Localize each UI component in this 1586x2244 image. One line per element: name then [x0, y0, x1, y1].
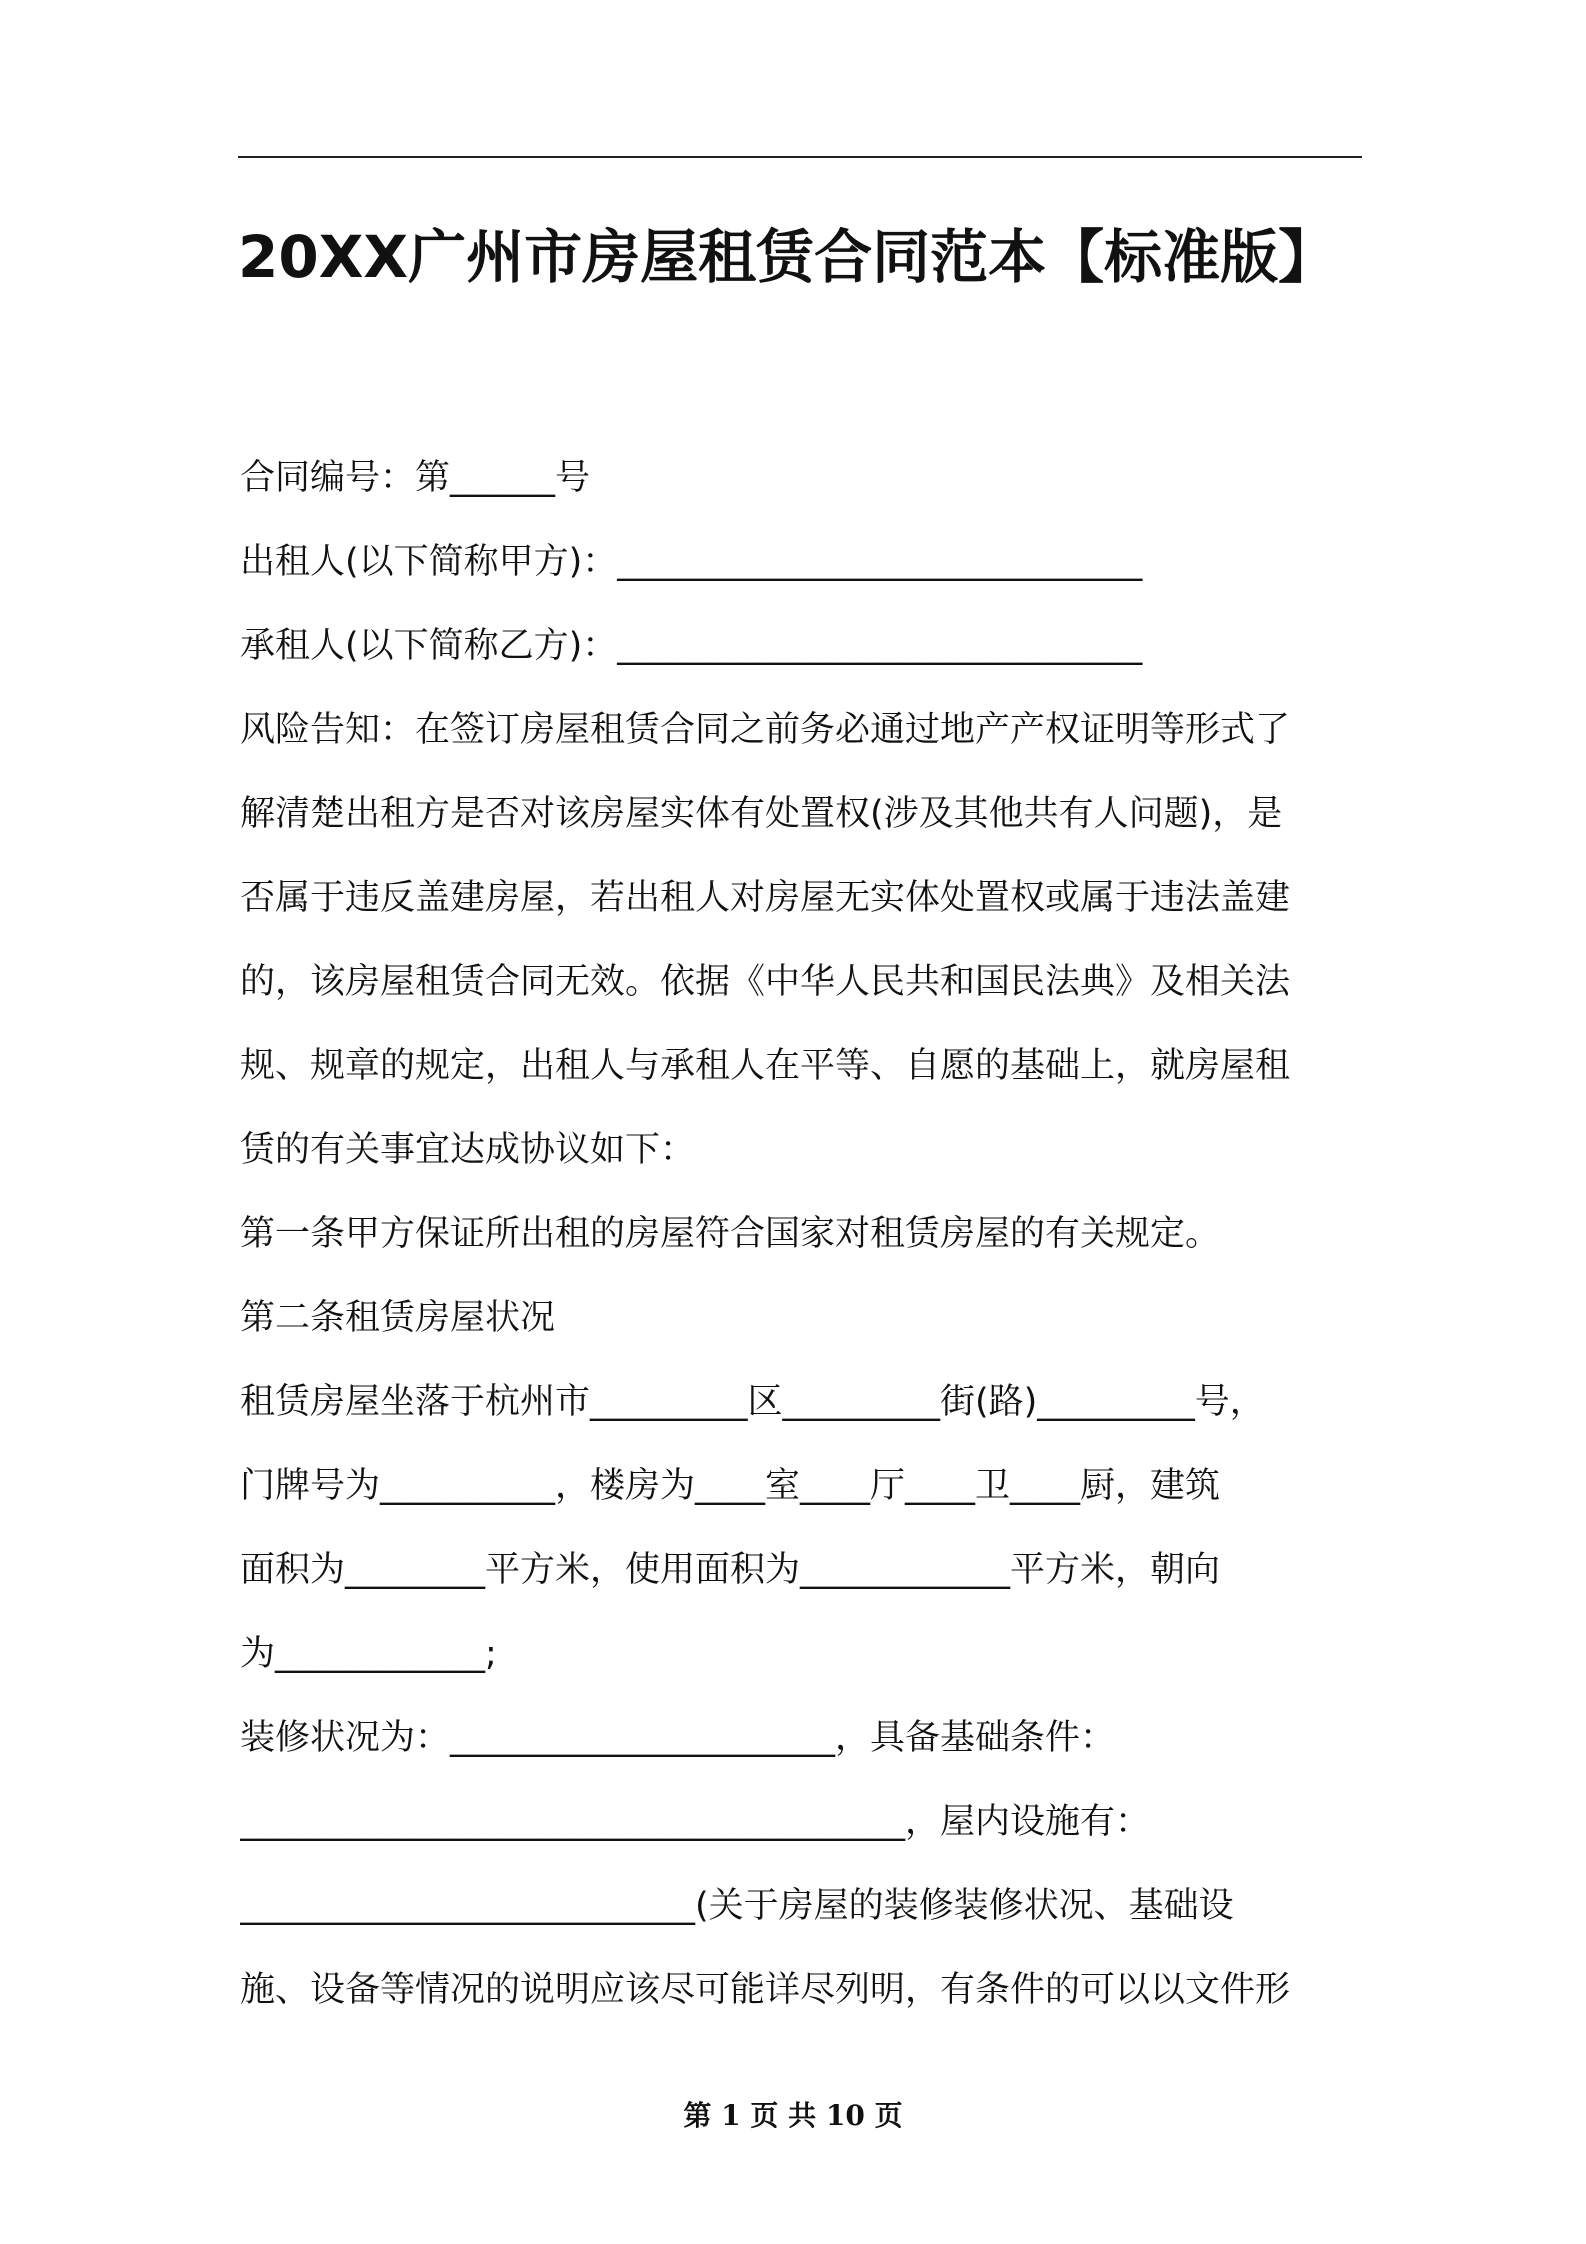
text-line: 施、设备等情况的说明应该尽可能详尽列明，有条件的可以以文件形: [240, 1970, 1291, 2010]
text-line: 否属于违反盖建房屋，若出租人对房屋无实体处置权或属于违法盖建: [240, 878, 1291, 918]
text-line-article-1: 第一条甲方保证所出租的房屋符合国家对租赁房屋的有关规定。: [240, 1214, 1221, 1254]
text-line-lessor: 出租人(以下简称甲方)：______________________________: [240, 542, 1143, 582]
document-body: [240, 436, 1360, 2032]
document-title: 20XX广州市房屋租赁合同范本【标准版】: [238, 223, 1337, 291]
text-line: 赁的有关事宜达成协议如下：: [240, 1130, 696, 1170]
text-line-contract-number: 合同编号：第______号: [240, 458, 591, 498]
text-line: 面积为________平方米，使用面积为____________平方米，朝向: [240, 1550, 1221, 1590]
page-footer: 第 1 页 共 10 页: [683, 2099, 903, 2132]
text-line: 租赁房屋坐落于杭州市_________区_________街(路)_________号，: [240, 1382, 1265, 1422]
text-line: 解清楚出租方是否对该房屋实体有处置权(涉及其他共有人问题)，是: [240, 794, 1283, 834]
text-line-lessee: 承租人(以下简称乙方)：______________________________: [240, 626, 1143, 666]
text-line: ______________________________________，屋内设施有：: [240, 1802, 1151, 1842]
text-line: 的，该房屋租赁合同无效。依据《中华人民共和国民法典》及相关法: [240, 962, 1291, 1002]
text-line: 门牌号为__________，楼房为____室____厅____卫____厨，建筑: [240, 1466, 1221, 1506]
header-rule: [238, 156, 1362, 158]
text-line: 为____________;: [240, 1634, 497, 1674]
text-line: 风险告知：在签订房屋租赁合同之前务必通过地产产权证明等形式了: [240, 710, 1291, 750]
text-line: __________________________(关于房屋的装修装修状况、基础设: [240, 1886, 1234, 1926]
text-line-article-2: 第二条租赁房屋状况: [240, 1298, 556, 1338]
text-line: 规、规章的规定，出租人与承租人在平等、自愿的基础上，就房屋租: [240, 1046, 1291, 1086]
text-line: 装修状况为：______________________，具备基础条件：: [240, 1718, 1116, 1758]
